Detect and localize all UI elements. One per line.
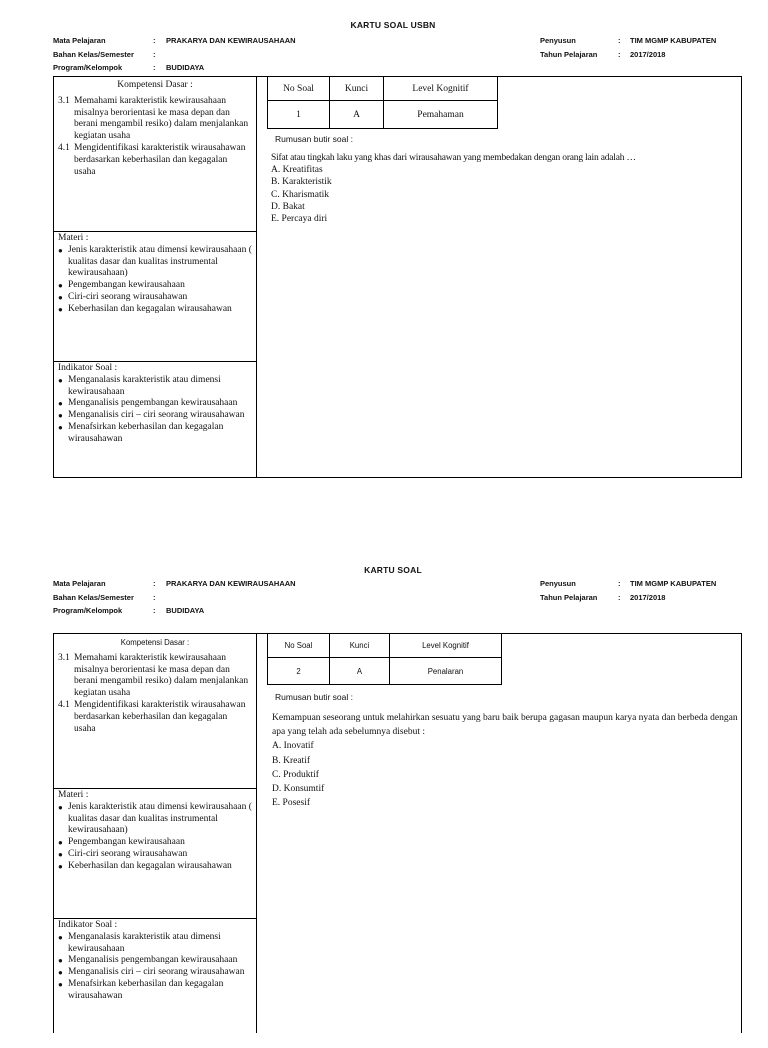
answer-option: C. Kharismatik xyxy=(271,189,330,200)
meta-colon: : xyxy=(153,36,156,45)
meta-colon: : xyxy=(618,36,621,45)
meta-label: Penyusun xyxy=(540,36,576,45)
materi-box xyxy=(54,231,256,361)
answer-option: E. Posesif xyxy=(272,798,310,809)
meta-row-program xyxy=(53,604,296,618)
meta-colon: : xyxy=(618,592,621,602)
answer-option: A. Inovatif xyxy=(272,741,314,752)
bullet-icon: ● xyxy=(58,838,63,848)
question-text: Kemampuan seseorang untuk melahirkan sesuatu yang baru baik berupa gagasan maupun karya nyata dan berbeda dengan apa yang telah ada sebelumnya disebut : xyxy=(272,713,738,738)
indikator-text: Menganalasis karakteristik atau dimensi kewirausahaan xyxy=(68,374,221,397)
answer-option: D. Bakat xyxy=(271,201,305,212)
materi-text: Pengembangan kewirausahaan xyxy=(68,280,185,291)
kompetensi-text: Mengidentifikasi karakteristik wirausahawan berdasarkan keberhasilan dan kegagalan usaha xyxy=(74,699,246,734)
question-text: Sifat atau tingkah laku yang khas dari wirausahawan yang membedakan dengan orang lain adalah … xyxy=(271,153,636,163)
table-header-row xyxy=(268,77,498,101)
meta-value: PRAKARYA DAN KEWIRAUSAHAAN xyxy=(166,36,296,45)
meta-colon: : xyxy=(153,49,156,59)
meta-row-school-year xyxy=(540,591,716,605)
question-info-table xyxy=(267,76,498,129)
question-info-table xyxy=(267,633,502,685)
meta-row-author xyxy=(540,34,716,48)
cognitive-level: Penalaran xyxy=(390,658,502,685)
answer-option: B. Kreatif xyxy=(272,755,310,766)
indikator-text: Menganalisis pengembangan kewirausahaan xyxy=(68,955,238,966)
meta-value: PRAKARYA DAN KEWIRAUSAHAAN xyxy=(166,579,296,588)
bullet-icon: ● xyxy=(58,292,63,302)
indikator-text: Menganalisis ciri – ciri seorang wirausahawan xyxy=(68,967,245,978)
materi-item xyxy=(58,304,252,316)
kompetensi-item xyxy=(58,653,252,700)
meta-label: Bahan Kelas/Semester xyxy=(53,592,134,602)
meta-row-program xyxy=(53,61,296,75)
meta-colon: : xyxy=(153,579,156,588)
card-title: KARTU SOAL xyxy=(364,565,422,575)
materi-text: Keberhasilan dan kegagalan wirausahawan xyxy=(68,303,232,314)
meta-colon: : xyxy=(153,63,156,72)
materi-item xyxy=(58,861,252,873)
table-header-cell: Level Kognitif xyxy=(384,77,498,101)
materi-text: Keberhasilan dan kegagalan wirausahawan xyxy=(68,860,232,871)
card-frame xyxy=(53,633,742,1033)
kompetensi-item xyxy=(58,700,252,735)
indikator-item xyxy=(58,422,252,446)
card-left-column xyxy=(54,77,257,477)
bullet-icon: ● xyxy=(58,281,63,291)
kompetensi-text: Mengidentifikasi karakteristik wirausahawan berdasarkan keberhasilan dan kegagalan usaha xyxy=(74,142,246,177)
kompetensi-dasar-box xyxy=(54,77,256,231)
bullet-icon: ● xyxy=(58,968,63,978)
bullet-icon: ● xyxy=(58,802,63,812)
indikator-text: Menafsirkan keberhasilan dan kegagalan wirausahawan xyxy=(68,421,224,444)
meta-row-school-year xyxy=(540,48,716,62)
meta-label: Program/Kelompok xyxy=(53,63,123,72)
card-meta-right xyxy=(540,34,716,61)
bullet-icon: ● xyxy=(58,956,63,966)
table-row xyxy=(268,658,502,685)
bullet-icon: ● xyxy=(58,849,63,859)
materi-item xyxy=(58,837,252,849)
meta-label: Program/Kelompok xyxy=(53,606,123,615)
meta-row-author xyxy=(540,577,716,591)
meta-colon: : xyxy=(153,606,156,615)
materi-box xyxy=(54,788,256,918)
kompetensi-number: 3.1 xyxy=(58,95,70,106)
meta-value: TIM MGMP KABUPATEN xyxy=(630,36,717,45)
card-frame xyxy=(53,76,742,478)
meta-label: Mata Pelajaran xyxy=(53,36,106,45)
materi-text: Jenis karakteristik atau dimensi kewirausahaan ( kualitas dasar dan kualitas instrumental kewirausahaan) xyxy=(68,244,252,279)
answer-option: C. Produktif xyxy=(272,769,319,780)
meta-value: 2017/2018 xyxy=(630,592,666,602)
rumusan-label: Rumusan butir soal : xyxy=(275,692,353,702)
meta-value: 2017/2018 xyxy=(630,49,666,59)
materi-text: Ciri-ciri seorang wirausahawan xyxy=(68,291,188,302)
answer-option: B. Karakteristik xyxy=(271,177,332,188)
card-left-column xyxy=(54,634,257,1033)
indikator-box xyxy=(54,918,256,1048)
bullet-icon: ● xyxy=(58,304,63,314)
indikator-item xyxy=(58,398,252,410)
indikator-text: Menafsirkan keberhasilan dan kegagalan wirausahawan xyxy=(68,978,224,1001)
indikator-text: Menganalisis ciri – ciri seorang wirausahawan xyxy=(68,410,245,421)
indikator-box xyxy=(54,361,256,477)
meta-value: BUDIDAYA xyxy=(166,606,205,615)
kompetensi-number: 4.1 xyxy=(58,142,70,153)
kompetensi-item xyxy=(58,143,252,178)
answer-option: A. Kreatifitas xyxy=(271,165,323,176)
materi-text: Ciri-ciri seorang wirausahawan xyxy=(68,848,188,859)
indikator-heading: Indikator Soal : xyxy=(58,920,118,930)
materi-heading: Materi : xyxy=(58,790,89,800)
indikator-text: Menganalasis karakteristik atau dimensi kewirausahaan xyxy=(68,931,221,954)
question-number: 1 xyxy=(268,101,330,129)
kompetensi-item xyxy=(58,96,252,143)
table-header-cell: No Soal xyxy=(268,634,330,658)
rumusan-label: Rumusan butir soal : xyxy=(275,134,353,144)
meta-colon: : xyxy=(153,592,156,602)
meta-value: BUDIDAYA xyxy=(166,63,205,72)
indikator-item xyxy=(58,410,252,422)
kompetensi-text: Memahami karakteristik kewirausahaan misalnya berorientasi ke masa depan dan berani mengambil resiko) dalam menjalankan kegiatan usaha xyxy=(74,95,249,142)
bullet-icon: ● xyxy=(58,411,63,421)
meta-row-class-semester xyxy=(53,591,296,605)
question-number: 2 xyxy=(268,658,330,685)
materi-text: Pengembangan kewirausahaan xyxy=(68,837,185,848)
indikator-text: Menganalisis pengembangan kewirausahaan xyxy=(68,398,238,409)
bullet-icon: ● xyxy=(58,245,63,255)
table-header-cell: No Soal xyxy=(268,77,330,101)
bullet-icon: ● xyxy=(58,375,63,385)
meta-label: Tahun Pelajaran xyxy=(540,592,598,602)
materi-item xyxy=(58,292,252,304)
answer-key: A xyxy=(330,658,390,685)
meta-colon: : xyxy=(618,579,621,588)
meta-label: Bahan Kelas/Semester xyxy=(53,49,134,59)
meta-row-class-semester xyxy=(53,48,296,62)
bullet-icon: ● xyxy=(58,979,63,989)
answer-key: A xyxy=(330,101,384,129)
materi-item xyxy=(58,849,252,861)
bullet-icon: ● xyxy=(58,861,63,871)
meta-row-subject xyxy=(53,34,296,48)
meta-value: TIM MGMP KABUPATEN xyxy=(630,579,717,588)
indikator-item xyxy=(58,979,252,1003)
answer-option: D. Konsumtif xyxy=(272,784,325,795)
cognitive-level: Pemahaman xyxy=(384,101,498,129)
materi-item xyxy=(58,802,252,837)
question-block xyxy=(272,711,740,810)
card-title: KARTU SOAL USBN xyxy=(350,20,436,30)
bullet-icon: ● xyxy=(58,399,63,409)
indikator-item xyxy=(58,932,252,956)
table-header-cell: Kunci xyxy=(330,77,384,101)
card-meta-right xyxy=(540,577,716,604)
kompetensi-dasar-heading: Kompetensi Dasar : xyxy=(117,80,193,90)
card-meta-left xyxy=(53,34,296,75)
table-row xyxy=(268,101,498,129)
meta-label: Mata Pelajaran xyxy=(53,579,106,588)
bullet-icon: ● xyxy=(58,422,63,432)
indikator-item xyxy=(58,375,252,399)
table-header-row xyxy=(268,634,502,658)
meta-label: Tahun Pelajaran xyxy=(540,49,598,59)
indikator-item xyxy=(58,955,252,967)
materi-item xyxy=(58,280,252,292)
answer-option: E. Percaya diri xyxy=(271,214,328,225)
meta-colon: : xyxy=(618,49,621,59)
materi-item xyxy=(58,245,252,280)
materi-heading: Materi : xyxy=(58,233,89,243)
kompetensi-dasar-heading: Kompetensi Dasar : xyxy=(120,638,190,647)
materi-text: Jenis karakteristik atau dimensi kewirausahaan ( kualitas dasar dan kualitas instrumental kewirausahaan) xyxy=(68,801,252,836)
bullet-icon: ● xyxy=(58,932,63,942)
meta-row-subject xyxy=(53,577,296,591)
kompetensi-number: 3.1 xyxy=(58,652,70,663)
indikator-item xyxy=(58,967,252,979)
kompetensi-dasar-box xyxy=(54,634,256,788)
kompetensi-text: Memahami karakteristik kewirausahaan misalnya berorientasi ke masa depan dan berani mengambil resiko) dalam menjalankan kegiatan usaha xyxy=(74,652,249,699)
question-block xyxy=(271,152,736,225)
meta-label: Penyusun xyxy=(540,579,576,588)
table-header-cell: Level Kognitif xyxy=(390,634,502,658)
table-header-cell: Kunci xyxy=(330,634,390,658)
card-meta-left xyxy=(53,577,296,618)
indikator-heading: Indikator Soal : xyxy=(58,363,118,373)
kompetensi-number: 4.1 xyxy=(58,699,70,710)
